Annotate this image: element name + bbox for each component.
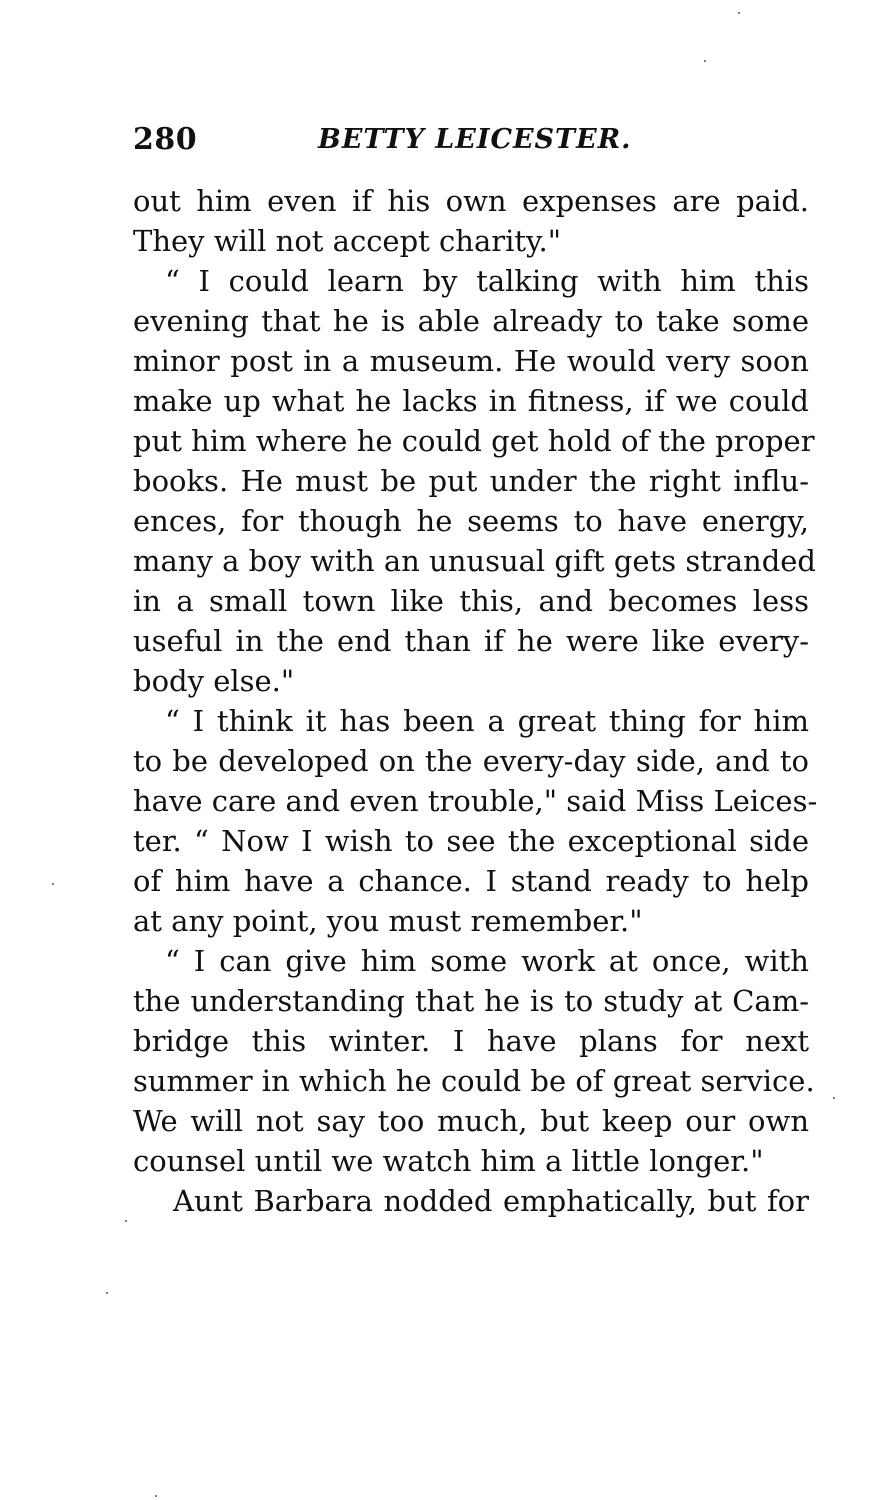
text-line: to be developed on the every-day side, and to [133,744,809,778]
text-line: Aunt Barbara nodded emphatically, but for [173,1184,809,1218]
text-line: “ I can give him some work at once, with [165,944,809,978]
text-line: “ I could learn by talking with him this [165,264,809,298]
text-line: evening that he is able already to take some [133,304,809,338]
paper-speck [738,12,740,14]
paper-speck [106,1292,108,1294]
text-line: have care and even trouble," said Miss Leices- [133,784,818,818]
text-line: the understanding that he is to study at Cam- [133,984,809,1018]
text-line: books. He must be put under the right influ- [133,464,809,498]
paper-speck [704,60,706,62]
text-line: summer in which he could be of great service. [133,1064,815,1098]
text-line: of him have a chance. I stand ready to help [133,864,809,898]
text-line: bridge this winter. I have plans for next [133,1024,809,1058]
text-line: We will not say too much, but keep our own [133,1104,809,1138]
page-number: 280 [133,122,198,157]
paper-speck [155,1495,157,1497]
text-line: counsel until we watch him a little longer." [133,1144,764,1178]
text-line: ter. “ Now I wish to see the exceptional side [133,824,809,858]
text-line: out him even if his own expenses are paid. [133,184,809,218]
body-text [133,181,818,1221]
text-line: minor post in a museum. He would very soon [133,344,809,378]
text-line: make up what he lacks in fitness, if we could [133,384,809,418]
text-line: useful in the end than if he were like every- [133,624,809,658]
running-title: BETTY LEICESTER. [318,124,632,155]
paper-speck [52,883,54,885]
text-line: at any point, you must remember." [133,904,643,938]
text-line: body else." [133,664,295,698]
text-line: “ I think it has been a great thing for him [165,704,809,738]
paper-speck [125,1220,127,1222]
text-line: put him where he could get hold of the proper [133,424,815,458]
page-header [133,118,813,162]
text-line: ences, for though he seems to have energy, [133,504,809,538]
text-line: in a small town like this, and becomes less [133,584,809,618]
text-line: many a boy with an unusual gift gets stranded [133,544,816,578]
text-line: They will not accept charity." [133,224,562,258]
paper-speck [833,1097,835,1099]
